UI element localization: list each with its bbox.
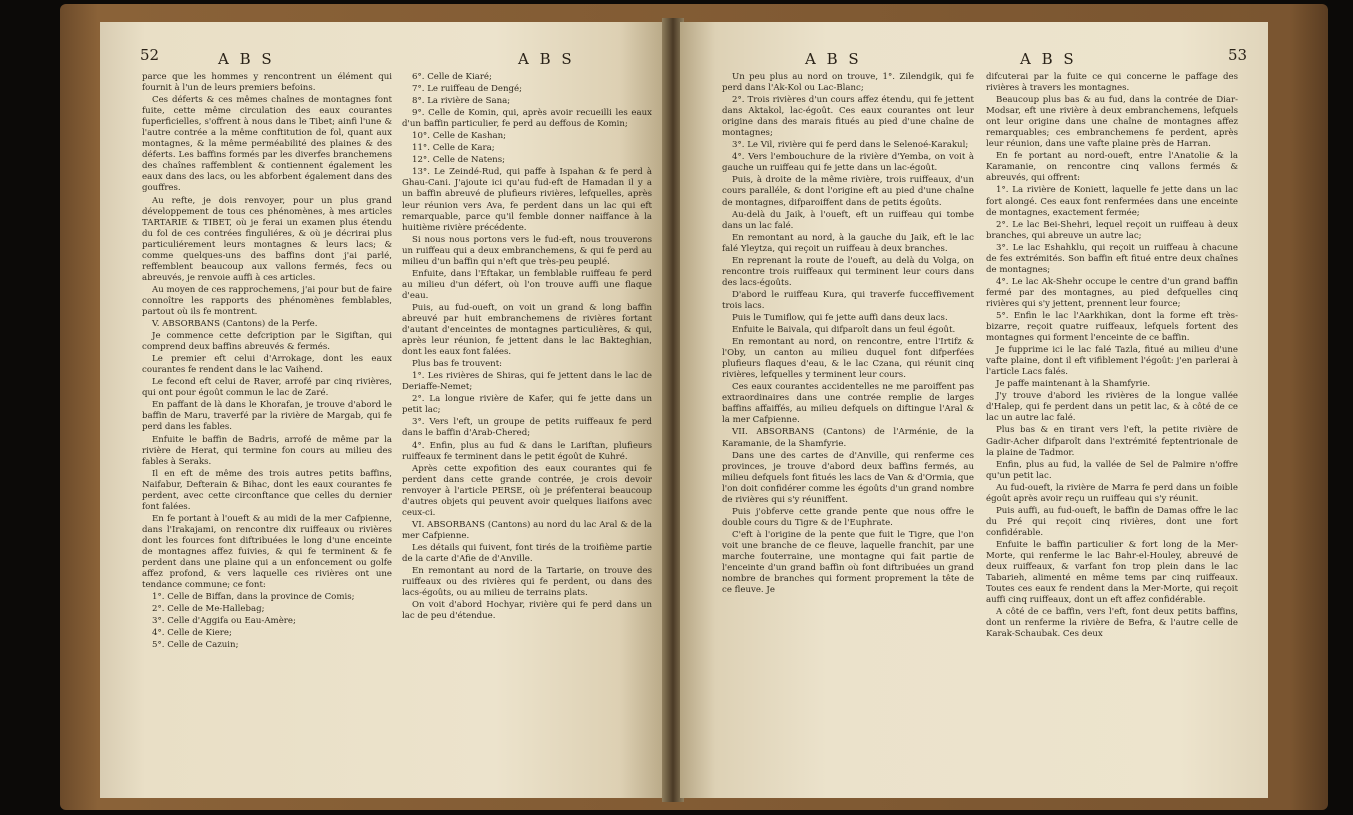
paragraph: En remontant au nord, on rencontre, entre l'Irtifz & l'Oby, un canton au milieu duquel font difperfées plufieurs flaques d'eau, & le lac Czana, qui réunit cinq rivières, lefquelles y terminent leur cours.: [722, 337, 974, 381]
right-header-col2: A B S: [1020, 50, 1077, 68]
left-page: [100, 22, 665, 798]
paragraph: parce que les hommes y rencontrent un élément qui fournit à l'un de leurs premiers befoins.: [142, 72, 392, 94]
paragraph: VII. ABSORBANS (Cantons) de l'Arménie, de la Karamanie, de la Shamfyrie.: [722, 427, 974, 449]
paragraph: Puis auffi, au fud-oueft, le baffin de Damas offre le lac du Pré qui reçoit cinq rivières, dont une fort confidérable.: [986, 505, 1238, 538]
paragraph: Puis le Tumiflow, qui fe jette auffi dans deux lacs.: [732, 312, 948, 323]
paragraph: Je commence cette defcription par le Sigiftan, qui comprend deux baffins abreuvés & fermés.: [142, 331, 392, 353]
left-page-number: 52: [140, 46, 160, 64]
paragraph: Le fecond eft celui de Raver, arrofé par cinq rivières, qui ont pour égoût commun le lac de Zaré.: [142, 377, 392, 399]
paragraph: Ces déferts & ces mêmes chaînes de montagnes font fuite, cette même circulation des eaux courantes fuperficielles, s'offrent à nous dans le Tibet; ainfi l'une & l'autre contrée a la même conftitution de fol, quant aux montagnes, & la même perméabilité des plaines & des déferts. Les baffins formés par les diverfes branchemens des chaînes raffemblent & contiennent également les eaux dans des lacs, ou les abforbent également dans des gouffres.: [142, 95, 392, 194]
paragraph: Je fupprime ici le lac falé Tazla, fitué au milieu d'une vafte plaine, dont il eft vifiblement l'égoût: j'en parlerai à l'article Lacs falés.: [986, 345, 1238, 378]
paragraph: 10°. Celle de Kashan;: [412, 131, 507, 142]
left-header-col2: A B S: [518, 50, 575, 68]
paragraph: 4°. Le lac Ak-Shehr occupe le centre d'un grand baffin fermé par des montagnes, au pied defquelles cinq rivières qui s'y jettent, prennent leur fource;: [986, 276, 1238, 309]
paragraph: VI. ABSORBANS (Cantons) au nord du lac Aral & de la mer Cafpienne.: [402, 519, 652, 541]
right-page-number: 53: [1228, 46, 1248, 64]
paragraph: 13°. Le Zeindé-Rud, qui paffe à Ispahan & fe perd à Ghau-Cani. J'ajoute ici qu'au fud-eft de Hamadan il y a un baffin abreuvé de plufieurs rivières, lefquelles, après leur réunion vers Ava, fe perdent dans un lac qui eft remarquable, parce qu'il femble donner naiffance à la huitième rivière précédente.: [402, 167, 652, 233]
paragraph: C'eft à l'origine de la pente que fuit le Tigre, que l'on voit une branche de ce fleuve, laquelle franchit, par une marche fouterraine, une montagne qui fait partie de l'enceinte d'un grand baffin où font diftribuées un grand nombre de branches qui forment proprement la tête de ce fleuve. Je: [722, 529, 974, 596]
paragraph: 2°. Trois rivières d'un cours affez étendu, qui fe jettent dans Aktakol, lac-égoût. Ces eaux courantes ont leur origine dans des marais fitués au pied d'une chaîne de montagnes;: [722, 95, 974, 139]
paragraph: En reprenant la route de l'oueft, au delà du Volga, on rencontre trois ruiffeaux qui terminent leur cours dans des lacs-égoûts.: [722, 255, 974, 288]
paragraph: 9°. Celle de Komin, qui, après avoir recueilli les eaux d'un baffin particulier, fe perd au deffous de Komin;: [402, 108, 652, 130]
paragraph: Enfuite le baffin de Badris, arrofé de même par la rivière de Herat, qui termine fon cours au milieu des fables à Seraks.: [142, 434, 392, 467]
paragraph: Au-delà du Jaik, à l'oueft, eft un ruiffeau qui tombe dans un lac falé.: [722, 209, 974, 231]
paragraph: 7°. Le ruiffeau de Dengé;: [412, 84, 523, 95]
paragraph: 4°. Celle de Kiere;: [152, 628, 232, 639]
right-column-2: [986, 72, 1238, 641]
paragraph: Dans une des cartes de d'Anville, qui renferme ces provinces, je trouve d'abord deux baffins fermés, au milieu defquels font fitués les lacs de Van & d'Ormia, que l'on doit confidérer comme les égoûts d'un grand nombre de rivières qui s'y réuniffent.: [722, 450, 974, 505]
paragraph: Enfin, plus au fud, la vallée de Sel de Palmire n'offre qu'un petit lac.: [986, 459, 1238, 481]
paragraph: Enfuite le Baivala, qui difparoît dans un feul égoût.: [732, 325, 956, 336]
paragraph: Puis j'obferve cette grande pente que nous offre le double cours du Tigre & de l'Euphrate.: [722, 506, 974, 528]
paragraph: Au refte, je dois renvoyer, pour un plus grand développement de tous ces phénomènes, à mes articles TARTARIE & TIBET, où je ferai un examen plus étendu du fol de ces contrées finguliéres, & où je décrirai plus particuliérement leurs montagnes & leurs lacs; & comme quelques-uns des baffins dont j'ai parlé, reffemblent beaucoup aux vallons fermés, fecs ou abreuvés, je renvoie auffi à ces articles.: [142, 195, 392, 283]
paragraph: 4°. Enfin, plus au fud & dans le Lariftan, plufieurs ruiffeaux fe terminent dans le petit égoût de Kuhré.: [402, 440, 652, 462]
left-column-2: [402, 72, 652, 623]
paragraph: Beaucoup plus bas & au fud, dans la contrée de Diar-Modsar, eft une rivière à deux embranchemens, lefquels ont leur origine dans une chaîne de montagnes affez remarquables; ces embranchemens fe perdent, après leur réunion, dans une vafte plaine près de Harran.: [986, 95, 1238, 150]
paragraph: 12°. Celle de Natens;: [412, 155, 506, 166]
paragraph: Le premier eft celui d'Arrokage, dont les eaux courantes fe rendent dans le lac Vaihend.: [142, 354, 392, 376]
paragraph: D'abord le ruiffeau Kura, qui traverfe fucceffivement trois lacs.: [722, 289, 974, 311]
paragraph: Un peu plus au nord on trouve, 1°. Zilendgik, qui fe perd dans l'Ak-Kol ou Lac-Blanc;: [722, 72, 974, 94]
paragraph: 8°. La rivière de Sana;: [412, 96, 511, 107]
paragraph: 2°. Celle de Me-Hallebag;: [152, 604, 265, 615]
paragraph: Puis, au fud-oueft, on voit un grand & long baffin abreuvé par huit embranchemens de rivières fortant d'autant d'enceintes de montagnes particulières, & qui, après leur réunion, fe jettent dans le lac Bakteghian, dont les eaux font falées.: [402, 302, 652, 358]
paragraph: Je paffe maintenant à la Shamfyrie.: [996, 379, 1151, 390]
paragraph: 11°. Celle de Kara;: [412, 143, 495, 154]
paragraph: 5°. Celle de Cazuin;: [152, 640, 239, 651]
paragraph: En remontant au nord, à la gauche du Jaik, eft le lac falé Yleytza, qui reçoit un ruiffeau à deux branches.: [722, 232, 974, 254]
paragraph: 4°. Vers l'embouchure de la rivière d'Yemba, on voit à gauche un ruiffeau qui fe jette dans un lac-égoût.: [722, 152, 974, 174]
paragraph: 1°. Celle de Biffan, dans la province de Comis;: [152, 592, 355, 603]
paragraph: 3°. Le Vil, rivière qui fe perd dans le Selenoé-Karakul;: [732, 140, 969, 151]
paragraph: En fe portant au nord-oueft, entre l'Anatolie & la Karamanie, on rencontre cinq vallons fermés & abreuvés, qui offrent:: [986, 151, 1238, 184]
paragraph: Au fud-oueft, la rivière de Marra fe perd dans un foible égoût après avoir reçu un ruiffeau qui s'y réunit.: [986, 482, 1238, 504]
paragraph: Les détails qui fuivent, font tirés de la troifième partie de la carte d'Afie de d'Anville.: [402, 542, 652, 564]
right-header-col1: A B S: [805, 50, 862, 68]
paragraph: 3°. Celle d'Aggifa ou Eau-Amère;: [152, 616, 296, 627]
paragraph: 6°. Celle de Kiaré;: [412, 72, 492, 82]
paragraph: En fe portant à l'oueft & au midi de la mer Cafpienne, dans l'Irakajami, on rencontre dix ruiffeaux ou rivières dont les fources font diftribuées le long d'une enceinte de montagnes affez fuivies, & qui fe terminent & fe perdent dans une plaine qui a un enfoncement ou golfe affez profond, & vers laquelle ces rivières ont une tendance commune; ce font:: [142, 513, 392, 591]
paragraph: Plus bas fe trouvent:: [412, 359, 503, 370]
paragraph: A côté de ce baffin, vers l'eft, font deux petits baffins, dont un renferme la rivière de Befra, & l'autre celle de Karak-Schaubak. Ces deux: [986, 607, 1238, 640]
paragraph: J'y trouve d'abord les rivières de la longue vallée d'Halep, qui fe perdent dans un petit lac, & à côté de ce lac un autre lac falé.: [986, 391, 1238, 424]
paragraph: Enfuite le baffin particulier & fort long de la Mer-Morte, qui renferme le lac Bahr-el-Houley, abreuvé de deux ruiffeaux, & varfant fon trop plein dans le lac Tabarieh, alimenté en même tems par cinq ruiffeaux. Toutes ces eaux fe rendent dans la Mer-Morte, qui reçoit auffi cinq ruiffeaux, dont un eft affez confidérable.: [986, 539, 1238, 606]
paragraph: 1°. La rivière de Koniett, laquelle fe jette dans un lac fort alongé. Ces eaux font renfermées dans une enceinte de montagnes, exactement fermée;: [986, 185, 1238, 218]
paragraph: 3°. Vers l'eft, un groupe de petits ruiffeaux fe perd dans le baffin d'Arab-Chered;: [402, 417, 652, 439]
paragraph: Plus bas & en tirant vers l'eft, la petite rivière de Gadir-Acher difparoît dans l'extrémité feptentrionale de la plaine de Tadmor.: [986, 425, 1238, 458]
paragraph: difcuterai par la fuite ce qui concerne le paffage des rivières à travers les montagnes.: [986, 72, 1238, 94]
paragraph: 2°. La longue rivière de Kafer, qui fe jette dans un petit lac;: [402, 394, 652, 416]
paragraph: Il en eft de même des trois autres petits baffins, Naifabur, Defterain & Bihac, dont les eaux courantes fe perdent, avec cette circonftance que celles du dernier font falées.: [142, 468, 392, 512]
paragraph: Après cette expofition des eaux courantes qui fe perdent dans cette grande contrée, je crois devoir renvoyer à l'article PERSE, où je préfenterai beaucoup d'autres objets qui peuvent avoir quelques liaifons avec ceux-ci.: [402, 463, 652, 518]
paragraph: 3°. Le lac Eshahklu, qui reçoit un ruiffeau à chacune de fes extrémités. Son baffin eft fitué entre deux chaînes de montagnes;: [986, 242, 1238, 275]
paragraph: Enfuite, dans l'Eftakar, un femblable ruiffeau fe perd au milieu d'un défert, où l'on trouve auffi une flaque d'eau.: [402, 268, 652, 301]
paragraph: En paffant de là dans le Khorafan, je trouve d'abord le baffin de Maru, traverfé par la rivière de Margab, qui fe perd dans les fables.: [142, 400, 392, 433]
paragraph: V. ABSORBANS (Cantons) de la Perfe.: [152, 319, 318, 330]
paragraph: Au moyen de ces rapprochemens, j'ai pour but de faire connoître les rapports des phénomènes femblables, partout où ils fe montrent.: [142, 284, 392, 317]
paragraph: 1°. Les rivières de Shiras, qui fe jettent dans le lac de Deriaffe-Nemet;: [402, 371, 652, 393]
paragraph: 2°. Le lac Bei-Shehri, lequel reçoit un ruiffeau à deux branches, qui abreuve un autre lac;: [986, 219, 1238, 241]
paragraph: Puis, à droite de la même rivière, trois ruiffeaux, d'un cours paralléle, & dont l'origine eft au pied d'une chaîne de montagnes, difparoiffent dans de petits égoûts.: [722, 175, 974, 208]
left-column-1: [142, 72, 392, 652]
right-page: [680, 22, 1268, 798]
paragraph: 5°. Enfin le lac l'Aarkhikan, dont la forme eft très-bizarre, reçoit quatre ruiffeaux, lefquels fortent des montagnes qui forment l'enceinte de ce baffin.: [986, 310, 1238, 344]
left-header-col1: A B S: [218, 50, 275, 68]
paragraph: Ces eaux courantes accidentelles ne me paroiffent pas extraordinaires dans une contrée remplie de larges baffins affaiffés, au milieu defquels on diftingue l'Aral & la mer Cafpienne.: [722, 382, 974, 426]
paragraph: En remontant au nord de la Tartarie, on trouve des ruiffeaux ou des rivières qui fe perdent, ou dans des lacs-égoûts, ou au milieu de terrains plats.: [402, 566, 652, 599]
right-column-1: [722, 72, 974, 597]
paragraph: On voit d'abord Hochyar, rivière qui fe perd dans un lac de peu d'étendue.: [402, 600, 652, 622]
paragraph: Si nous nous portons vers le fud-eft, nous trouverons un ruiffeau qui a deux embranchemens, & qui fe perd au milieu d'un baffin qui n'eft que très-peu peuplé.: [402, 234, 652, 267]
